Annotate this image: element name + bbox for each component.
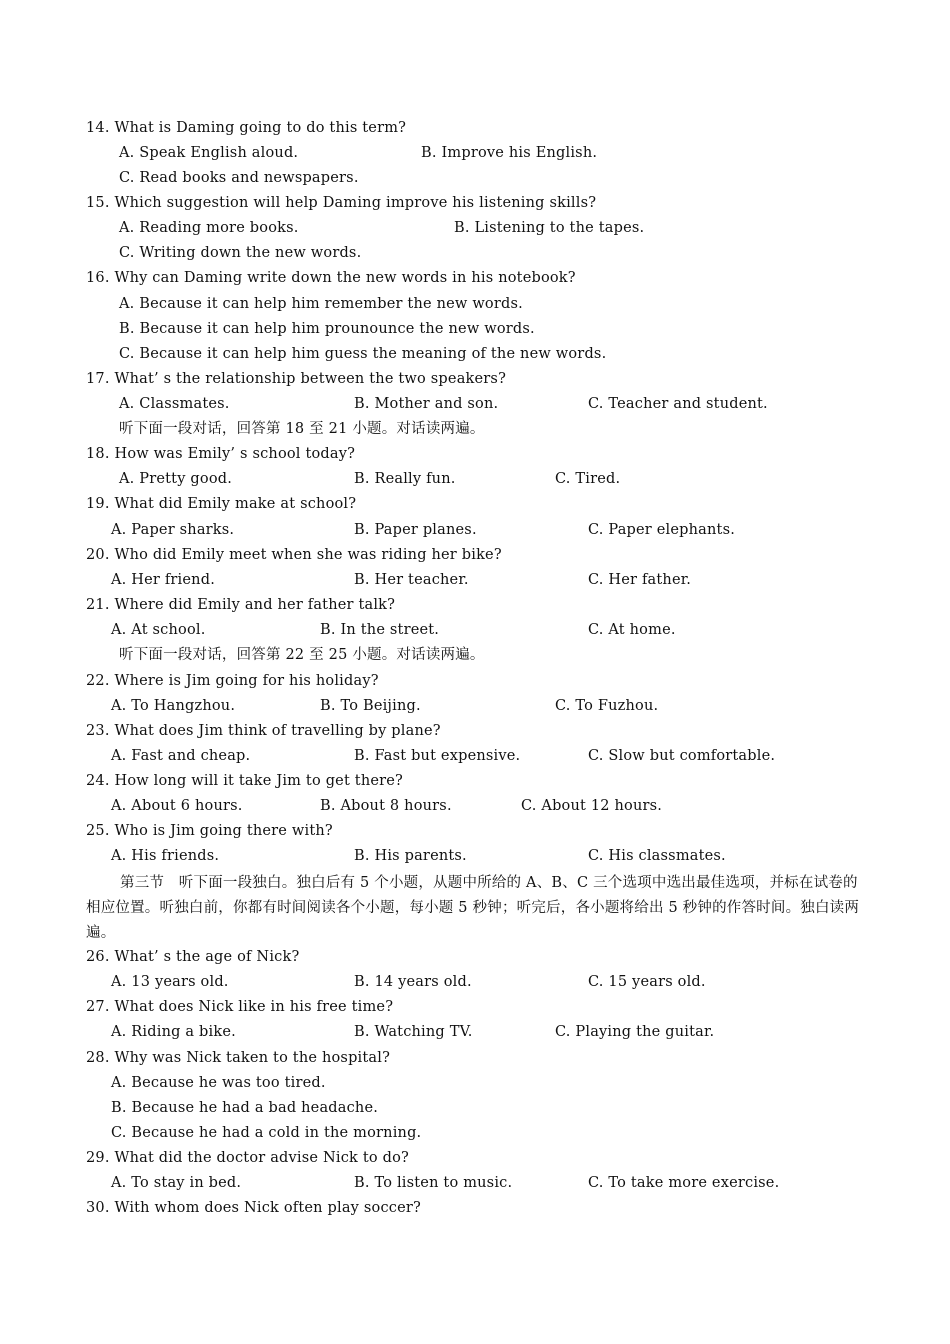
- q18-option-b: B. Really fun.: [354, 471, 456, 487]
- q29-option-a: A. To stay in bed.: [111, 1175, 242, 1191]
- q28-option-a: A. Because he was too tired.: [111, 1075, 326, 1091]
- q23-option-a: A. Fast and cheap.: [111, 748, 251, 764]
- q29-option-b: B. To listen to music.: [354, 1175, 513, 1191]
- question-25: 25. Who is Jim going there with?: [86, 823, 333, 839]
- question-20: 20. Who did Emily meet when she was riding her bike?: [86, 547, 502, 563]
- q24-option-a: A. About 6 hours.: [111, 798, 243, 814]
- question-23: 23. What does Jim think of travelling by plane?: [86, 723, 441, 739]
- q17-option-c: C. Teacher and student.: [588, 396, 768, 412]
- question-24: 24. How long will it take Jim to get there?: [86, 773, 404, 789]
- q14-option-b: B. Improve his English.: [421, 145, 598, 161]
- question-22: 22. Where is Jim going for his holiday?: [86, 673, 379, 689]
- question-28: 28. Why was Nick taken to the hospital?: [86, 1050, 391, 1066]
- section-3-instructions: [86, 871, 866, 946]
- q26-option-b: B. 14 years old.: [354, 974, 472, 990]
- q25-option-b: B. His parents.: [354, 848, 467, 864]
- q24-option-c: C. About 12 hours.: [521, 798, 663, 814]
- question-14: 14. What is Daming going to do this term?: [86, 120, 407, 136]
- q18-option-c: C. Tired.: [555, 471, 621, 487]
- q23-option-b: B. Fast but expensive.: [354, 748, 521, 764]
- q14-option-a: A. Speak English aloud.: [119, 145, 299, 161]
- q15-option-c: C. Writing down the new words.: [119, 245, 362, 261]
- q19-option-b: B. Paper planes.: [354, 522, 477, 538]
- q25-option-a: A. His friends.: [111, 848, 220, 864]
- q19-option-c: C. Paper elephants.: [588, 522, 736, 538]
- question-15: 15. Which suggestion will help Daming improve his listening skills?: [86, 195, 597, 211]
- question-18: 18. How was Emily’ s school today?: [86, 446, 356, 462]
- q28-option-b: B. Because he had a bad headache.: [111, 1100, 379, 1116]
- q21-option-b: B. In the street.: [320, 622, 440, 638]
- q16-option-b: B. Because it can help him prounounce the new words.: [119, 321, 535, 337]
- q14-option-c: C. Read books and newspapers.: [119, 170, 359, 186]
- q22-option-a: A. To Hangzhou.: [111, 698, 236, 714]
- q17-option-b: B. Mother and son.: [354, 396, 499, 412]
- q22-option-b: B. To Beijing.: [320, 698, 421, 714]
- q15-option-b: B. Listening to the tapes.: [454, 220, 645, 236]
- question-27: 27. What does Nick like in his free time?: [86, 999, 394, 1015]
- q16-option-c: C. Because it can help him guess the meaning of the new words.: [119, 346, 607, 362]
- q27-option-c: C. Playing the guitar.: [555, 1024, 715, 1040]
- q24-option-b: B. About 8 hours.: [320, 798, 452, 814]
- question-30: 30. With whom does Nick often play soccer?: [86, 1200, 421, 1216]
- q29-option-c: C. To take more exercise.: [588, 1175, 780, 1191]
- q27-option-a: A. Riding a bike.: [111, 1024, 236, 1040]
- q21-option-a: A. At school.: [111, 622, 206, 638]
- q27-option-b: B. Watching TV.: [354, 1024, 473, 1040]
- question-21: 21. Where did Emily and her father talk?: [86, 597, 396, 613]
- q26-option-a: A. 13 years old.: [111, 974, 229, 990]
- q18-option-a: A. Pretty good.: [119, 471, 233, 487]
- q25-option-c: C. His classmates.: [588, 848, 726, 864]
- question-16: 16. Why can Daming write down the new words in his notebook?: [86, 270, 576, 286]
- instruction-18-21: 听下面一段对话，回答第 18 至 21 小题。对话读两遍。: [119, 421, 485, 437]
- instruction-22-25: 听下面一段对话，回答第 22 至 25 小题。对话读两遍。: [119, 647, 485, 663]
- q15-option-a: A. Reading more books.: [119, 220, 299, 236]
- q26-option-c: C. 15 years old.: [588, 974, 706, 990]
- q22-option-c: C. To Fuzhou.: [555, 698, 659, 714]
- q20-option-c: C. Her father.: [588, 572, 692, 588]
- q21-option-c: C. At home.: [588, 622, 676, 638]
- q23-option-c: C. Slow but comfortable.: [588, 748, 776, 764]
- q16-option-a: A. Because it can help him remember the new words.: [119, 296, 523, 312]
- q20-option-b: B. Her teacher.: [354, 572, 469, 588]
- q28-option-c: C. Because he had a cold in the morning.: [111, 1125, 422, 1141]
- question-29: 29. What did the doctor advise Nick to do?: [86, 1150, 409, 1166]
- question-17: 17. What’ s the relationship between the two speakers?: [86, 371, 507, 387]
- question-26: 26. What’ s the age of Nick?: [86, 949, 300, 965]
- q20-option-a: A. Her friend.: [111, 572, 216, 588]
- q17-option-a: A. Classmates.: [119, 396, 230, 412]
- q19-option-a: A. Paper sharks.: [111, 522, 235, 538]
- section-3-text: 第三节 听下面一段独白。独白后有 5 个小题，从题中所给的 A、B、C 三个选项中选出最佳选项，并标在试卷的相应位置。听独白前，你都有时间阅读各个小题，每小题 5 秒钟；听完后，各小题将给出 5 秒钟的作答时间。独白读两遍。: [86, 875, 860, 941]
- question-19: 19. What did Emily make at school?: [86, 496, 357, 512]
